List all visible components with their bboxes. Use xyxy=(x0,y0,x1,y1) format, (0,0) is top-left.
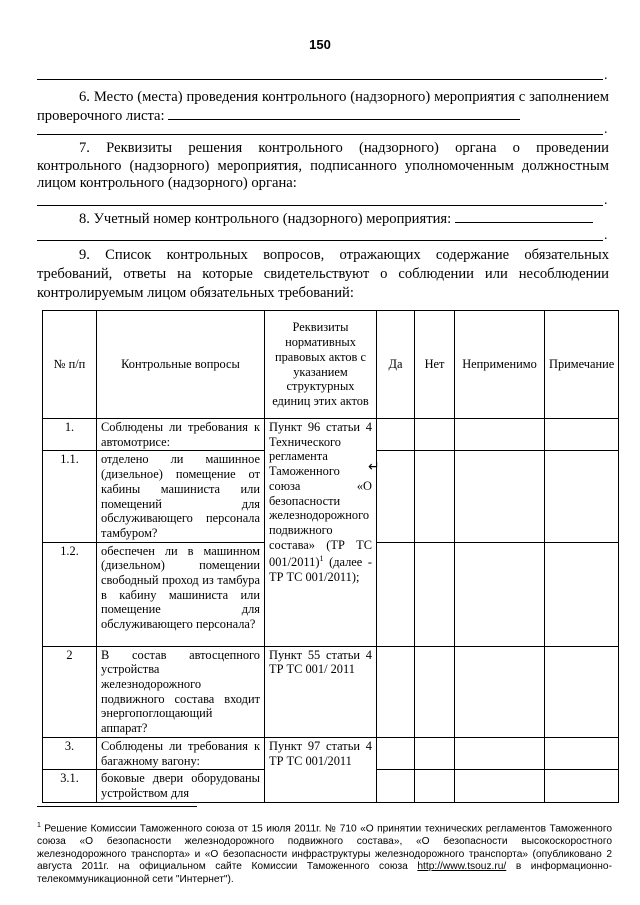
row-question: Соблюдены ли требования к багажному вагону: xyxy=(97,737,265,769)
answer-no-cell[interactable] xyxy=(415,737,455,769)
answer-na-cell[interactable] xyxy=(455,542,545,646)
answer-yes-cell[interactable] xyxy=(377,770,415,802)
note-cell[interactable] xyxy=(545,419,619,451)
note-cell[interactable] xyxy=(545,737,619,769)
answer-na-cell[interactable] xyxy=(455,737,545,769)
answer-na-cell[interactable] xyxy=(455,646,545,737)
answer-na-cell[interactable] xyxy=(455,451,545,542)
period: . xyxy=(604,228,608,243)
row-requisites: Пункт 55 статьи 4 ТР ТС 001/ 2011 xyxy=(265,646,377,737)
cursor-mark-icon: ↵ xyxy=(368,459,380,475)
item-9-text: 9. Список контрольных вопросов, отражающих содержание обязательных требований, ответы на которые свидетельствуют о соблюдении или несоблюдении контролируемым лицом обязательных требований: xyxy=(37,247,609,301)
row-question: Соблюдены ли требования к автомотрисе: xyxy=(97,419,265,451)
answer-na-cell[interactable] xyxy=(455,419,545,451)
note-cell[interactable] xyxy=(545,770,619,802)
footnote-text: Решение Комиссии Таможенного союза от 15 июля 2011г. № 710 «О принятии технических регламентов Таможенного союза «О безопасности железнодорожного подвижного состава», «О безопасности высокоскоростного железнодорожного транспорта» и «О безопасности инфраструктуры железнодорожного транспорта» (опубликовано 2 августа 2011г. на официальном сайте Комиссии Таможенного союза xyxy=(37,823,612,873)
row-question: отделено ли машинное (дизельное) помещение от кабины машиниста или помещений для обслуживающего персонала тамбуром? xyxy=(97,451,265,542)
row-requisites: Пункт 97 статьи 4 ТР ТС 001/2011 xyxy=(265,737,377,802)
table-row xyxy=(43,646,619,737)
period: . xyxy=(604,122,608,137)
period: . xyxy=(604,68,608,83)
footnote-ref: 1 xyxy=(319,554,324,564)
item-8 xyxy=(37,210,609,229)
row-num: 3. xyxy=(43,737,97,769)
blank-line xyxy=(37,134,603,135)
requisites-text: Пункт 96 статьи 4 Технического регламента Таможенного союза «О безопасности железнодорожного подвижного состава» (ТР ТС 001/2011) xyxy=(269,420,372,570)
answer-no-cell[interactable] xyxy=(415,646,455,737)
row-num: 3.1. xyxy=(43,770,97,802)
item-9 xyxy=(37,246,609,303)
item-7 xyxy=(37,140,609,193)
header-na: Неприменимо xyxy=(455,311,545,419)
period: . xyxy=(604,193,608,208)
header-yes: Да xyxy=(377,311,415,419)
row-num: 1.1. xyxy=(43,451,97,542)
footnote xyxy=(37,820,612,886)
answer-no-cell[interactable] xyxy=(415,542,455,646)
checklist-table xyxy=(42,310,619,803)
footnote-tail: в информационно-телекоммуникационной сети "Интернет"). xyxy=(37,861,612,885)
answer-yes-cell[interactable] xyxy=(377,646,415,737)
answer-yes-cell[interactable] xyxy=(377,451,415,542)
answer-yes-cell[interactable] xyxy=(377,542,415,646)
answer-no-cell[interactable] xyxy=(415,419,455,451)
note-cell[interactable] xyxy=(545,451,619,542)
blank-line xyxy=(37,205,603,206)
row-num: 1. xyxy=(43,419,97,451)
item-8-text: 8. Учетный номер контрольного (надзорного) мероприятия: xyxy=(79,211,452,227)
table-row xyxy=(43,737,619,769)
footnote-mark: 1 xyxy=(37,822,41,829)
item-6-text: 6. Место (места) проведения контрольного (надзорного) мероприятия с заполнением проверочного листа: xyxy=(37,89,609,124)
header-requisites: Реквизиты нормативных правовых актов с указанием структурных единиц этих актов xyxy=(265,311,377,419)
header-no: Нет xyxy=(415,311,455,419)
fill-line[interactable] xyxy=(455,210,593,223)
answer-yes-cell[interactable] xyxy=(377,419,415,451)
row-requisites xyxy=(265,419,377,647)
table-header-row xyxy=(43,311,619,419)
note-cell[interactable] xyxy=(545,542,619,646)
answer-yes-cell[interactable] xyxy=(377,737,415,769)
row-question: обеспечен ли в машинном (дизельном) помещении свободный проход из тамбура в кабину машиниста или помещение для обслуживающего персонала? xyxy=(97,542,265,646)
row-num: 1.2. xyxy=(43,542,97,646)
header-question: Контрольные вопросы xyxy=(97,311,265,419)
item-6 xyxy=(37,89,609,125)
header-num: № п/п xyxy=(43,311,97,419)
note-cell[interactable] xyxy=(545,646,619,737)
fill-line[interactable] xyxy=(168,107,520,120)
answer-no-cell[interactable] xyxy=(415,451,455,542)
footnote-divider xyxy=(37,806,197,807)
answer-na-cell[interactable] xyxy=(455,770,545,802)
footnote-link[interactable]: http://www.tsouz.ru/ xyxy=(417,861,507,873)
row-num: 2 xyxy=(43,646,97,737)
answer-no-cell[interactable] xyxy=(415,770,455,802)
item-7-text: 7. Реквизиты решения контрольного (надзорного) органа о проведении контрольного (надзорного) мероприятия, подписанного уполномоченным должностным лицом контрольного (надзорного) органа: xyxy=(37,140,609,191)
requisites-tail: (далее - ТР ТС 001/2011); xyxy=(269,555,372,585)
page-number: 150 xyxy=(309,37,331,52)
table-row xyxy=(43,419,619,451)
row-question: В состав автосцепного устройства железнодорожного подвижного состава входит энергопоглощающий аппарат? xyxy=(97,646,265,737)
header-note: Примечание xyxy=(545,311,619,419)
blank-line xyxy=(37,79,603,80)
blank-line xyxy=(37,240,603,241)
row-question: боковые двери оборудованы устройством для xyxy=(97,770,265,802)
